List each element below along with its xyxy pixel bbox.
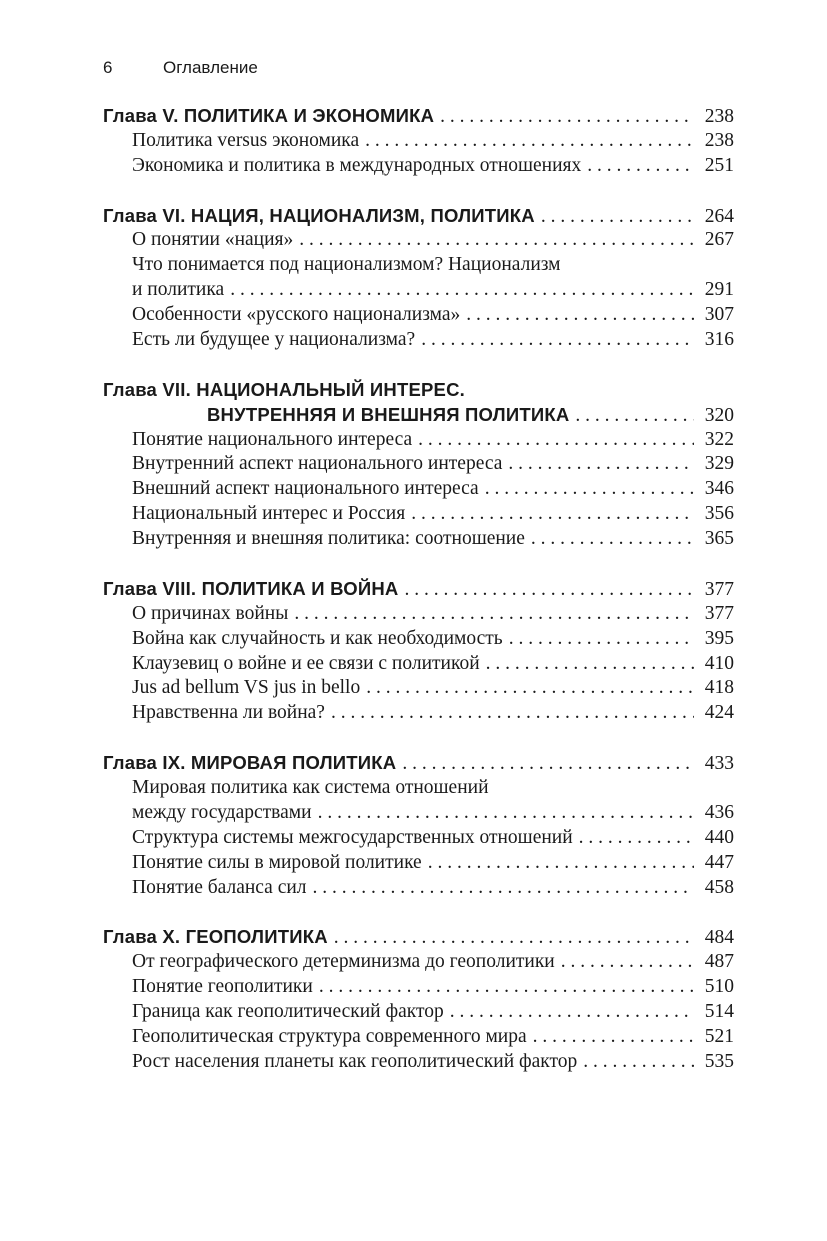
dot-leader (421, 328, 694, 353)
page-number: 6 (103, 58, 113, 77)
dot-leader (294, 602, 694, 627)
running-head (103, 57, 734, 79)
toc-entry-page-number: 395 (704, 627, 734, 649)
chapter-heading-line (103, 378, 734, 403)
toc-entry-text: Экономика и политика в международных отношениях (132, 154, 582, 176)
toc-entry-text: Понятие национального интереса (132, 428, 413, 450)
dot-leader (404, 578, 694, 603)
toc-entry-page-number: 365 (704, 528, 734, 550)
toc-entry-page-number: 535 (704, 1050, 734, 1072)
toc-entry-page-number: 521 (704, 1025, 734, 1047)
dot-leader (583, 1050, 694, 1075)
chapter-section (103, 751, 734, 900)
toc-entry-text: От географического детерминизма до геополитики (132, 951, 555, 973)
toc-entry-text: О причинах войны (132, 602, 289, 624)
chapter-section (103, 104, 734, 179)
chapter-title: Глава VIII. ПОЛИТИКА И ВОЙНА (103, 577, 399, 599)
toc-entry[interactable] (103, 652, 734, 677)
chapter-page-number: 264 (704, 205, 734, 227)
toc-entry-text: Национальный интерес и Россия (132, 503, 406, 525)
toc-entry-page-number: 418 (704, 677, 734, 699)
chapter-heading[interactable] (103, 751, 734, 776)
toc-entry-page-number: 307 (704, 304, 734, 326)
toc-entry[interactable] (103, 602, 734, 627)
toc-entry-line (103, 776, 734, 801)
chapter-section (103, 925, 734, 1074)
toc-entry-page-number: 238 (704, 129, 734, 151)
dot-leader (531, 527, 694, 552)
toc-entry-text-line1: Что понимается под национализмом? Национализм (132, 254, 561, 276)
toc-entry-text: Война как случайность и как необходимость (132, 627, 503, 649)
dot-leader (402, 752, 694, 777)
chapter-heading[interactable] (103, 403, 734, 428)
chapter-heading[interactable] (103, 204, 734, 229)
toc-entry[interactable] (103, 701, 734, 726)
chapter-page-number: 320 (704, 404, 734, 426)
toc-entry[interactable] (103, 801, 734, 826)
toc-entry-page-number: 487 (704, 951, 734, 973)
toc-entry-text: Внешний аспект национального интереса (132, 478, 479, 500)
dot-leader (466, 303, 694, 328)
toc-entry-text: О понятии «нация» (132, 229, 294, 251)
toc-entry-page-number: 424 (704, 702, 734, 724)
dot-leader (299, 228, 694, 253)
toc-entry[interactable] (103, 876, 734, 901)
chapter-page-number: 484 (704, 927, 734, 949)
toc-entry[interactable] (103, 228, 734, 253)
toc-entry-page-number: 436 (704, 801, 734, 823)
toc-entry-text: Внутренняя и внешняя политика: соотношение (132, 528, 525, 550)
toc-entry-page-number: 316 (704, 329, 734, 351)
toc-entry-text: Рост населения планеты как геополитический фактор (132, 1050, 578, 1072)
dot-leader (230, 278, 694, 303)
dot-leader (486, 652, 694, 677)
toc-entry-text: Понятие баланса сил (132, 876, 307, 898)
toc-entry[interactable] (103, 1025, 734, 1050)
toc-entry-page-number: 322 (704, 428, 734, 450)
toc-entry-text: и политика (132, 279, 225, 301)
chapter-title-line1: Глава VII. НАЦИОНАЛЬНЫЙ ИНТЕРЕС. (103, 378, 465, 400)
dot-leader (485, 477, 694, 502)
toc-entry-text: Нравственна ли война? (132, 702, 325, 724)
dot-leader (541, 205, 694, 230)
toc-entry-page-number: 377 (704, 602, 734, 624)
dot-leader (428, 851, 694, 876)
toc-entry-text: Геополитическая структура современного мира (132, 1025, 527, 1047)
dot-leader (318, 801, 694, 826)
toc-entry-text: Понятие силы в мировой политике (132, 851, 422, 873)
toc-entry[interactable] (103, 278, 734, 303)
toc-entry[interactable] (103, 851, 734, 876)
toc-entry[interactable] (103, 676, 734, 701)
chapter-page-number: 433 (704, 753, 734, 775)
toc-entry[interactable] (103, 428, 734, 453)
toc-entry-text: Граница как геополитический фактор (132, 1001, 444, 1023)
chapter-section (103, 378, 734, 552)
toc-entry-text: Клаузевиц о войне и ее связи с политикой (132, 652, 480, 674)
dot-leader (366, 676, 694, 701)
running-title: Оглавление (163, 58, 258, 77)
toc-entry-page-number: 291 (704, 279, 734, 301)
dot-leader (509, 627, 694, 652)
toc-entry-text: Понятие геополитики (132, 976, 313, 998)
toc-entry[interactable] (103, 627, 734, 652)
toc-entry-page-number: 356 (704, 503, 734, 525)
dot-leader (587, 154, 694, 179)
toc-entry[interactable] (103, 950, 734, 975)
toc-entry-page-number: 410 (704, 652, 734, 674)
toc-entry-page-number: 329 (704, 453, 734, 475)
toc-entry-text-line1: Мировая политика как система отношений (132, 777, 489, 799)
dot-leader (334, 926, 694, 951)
toc-entry-page-number: 267 (704, 229, 734, 251)
chapter-heading[interactable] (103, 925, 734, 950)
toc-entry-text: Jus ad bellum VS jus in bello (132, 677, 361, 699)
dot-leader (579, 826, 694, 851)
toc-entry-page-number: 447 (704, 851, 734, 873)
toc-entry-page-number: 346 (704, 478, 734, 500)
chapter-title: Глава VI. НАЦИЯ, НАЦИОНАЛИЗМ, ПОЛИТИКА (103, 204, 535, 226)
dot-leader (331, 701, 694, 726)
toc-entry-text: Политика versus экономика (132, 129, 360, 151)
toc-entry-text: Есть ли будущее у национализма? (132, 329, 416, 351)
toc-entry-page-number: 514 (704, 1001, 734, 1023)
table-of-contents (103, 104, 734, 1100)
toc-entry[interactable] (103, 154, 734, 179)
dot-leader (411, 502, 694, 527)
chapter-heading[interactable] (103, 104, 734, 129)
dot-leader (561, 950, 694, 975)
chapter-page-number: 238 (704, 106, 734, 127)
chapter-section (103, 577, 734, 726)
toc-entry[interactable] (103, 975, 734, 1000)
dot-leader (440, 105, 694, 130)
toc-entry[interactable] (103, 1000, 734, 1025)
toc-entry-page-number: 458 (704, 876, 734, 898)
toc-entry[interactable] (103, 502, 734, 527)
dot-leader (533, 1025, 694, 1050)
toc-entry[interactable] (103, 1050, 734, 1075)
chapter-title: Глава IX. МИРОВАЯ ПОЛИТИКА (103, 752, 397, 774)
toc-entry[interactable] (103, 129, 734, 154)
toc-entry[interactable] (103, 328, 734, 353)
toc-entry-text: Особенности «русского национализма» (132, 304, 461, 326)
dot-leader (508, 452, 694, 477)
toc-entry-text: Структура системы межгосударственных отношений (132, 826, 573, 848)
dot-leader (575, 404, 694, 429)
chapter-title: Глава X. ГЕОПОЛИТИКА (103, 926, 328, 948)
toc-entry-text: между государствами (132, 801, 312, 823)
dot-leader (365, 129, 694, 154)
toc-entry-page-number: 510 (704, 976, 734, 998)
chapter-section (103, 204, 734, 353)
chapter-title: Глава V. ПОЛИТИКА И ЭКОНОМИКА (103, 105, 435, 126)
chapter-page-number: 377 (704, 578, 734, 600)
toc-entry[interactable] (103, 303, 734, 328)
toc-entry[interactable] (103, 826, 734, 851)
toc-entry-page-number: 251 (704, 154, 734, 176)
toc-entry[interactable] (103, 452, 734, 477)
dot-leader (319, 975, 694, 1000)
chapter-heading[interactable] (103, 577, 734, 602)
toc-entry-page-number: 440 (704, 826, 734, 848)
dot-leader (418, 428, 694, 453)
dot-leader (450, 1000, 694, 1025)
toc-entry[interactable] (103, 527, 734, 552)
chapter-title: ВНУТРЕННЯЯ И ВНЕШНЯЯ ПОЛИТИКА (207, 403, 570, 425)
toc-entry-line (103, 253, 734, 278)
dot-leader (313, 876, 694, 901)
toc-entry-text: Внутренний аспект национального интереса (132, 453, 503, 475)
toc-entry[interactable] (103, 477, 734, 502)
